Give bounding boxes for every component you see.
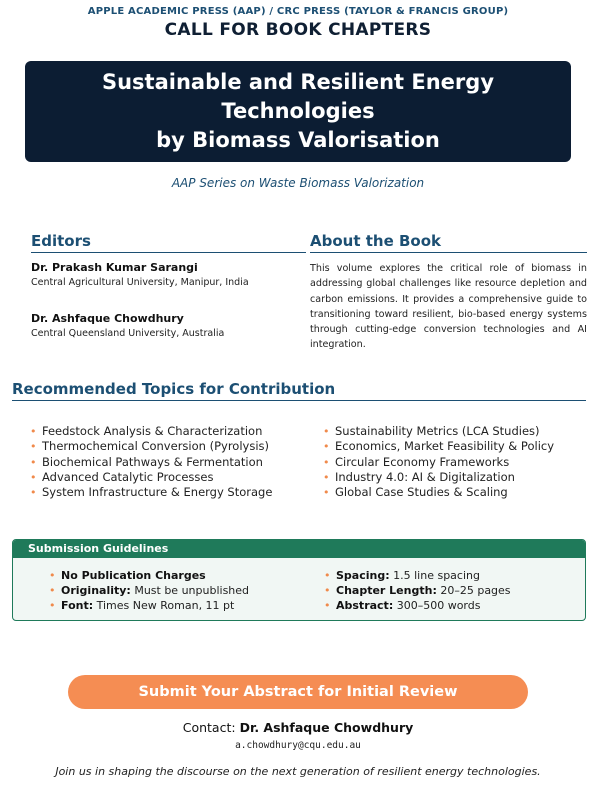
- series-name: AAP Series on Waste Biomass Valorization: [171, 176, 425, 190]
- list-item: • Advanced Catalytic Processes: [30, 469, 214, 484]
- guidelines-list-left: [49, 568, 249, 614]
- list-item: • Feedstock Analysis & Characterization: [30, 424, 263, 438]
- list-item: • System Infrastructure & Energy Storage: [30, 485, 273, 500]
- bullet-icon: •: [30, 455, 37, 469]
- call-heading: CALL FOR BOOK CHAPTERS: [164, 20, 432, 40]
- guidelines-heading: Submission Guidelines: [13, 540, 585, 558]
- topics-list-right: [323, 424, 554, 500]
- list-item: • Circular Economy Frameworks: [323, 454, 510, 469]
- list-item: • Thermochemical Conversion (Pyrolysis): [30, 439, 269, 454]
- bullet-icon: •: [324, 584, 331, 598]
- list-item: • Font: Times New Roman, 11 pt: [49, 599, 235, 613]
- editor-affiliation: Central Agricultural University, Manipur, India: [31, 277, 249, 288]
- topics-heading: Recommended Topics for Contribution: [12, 380, 586, 401]
- list-item: • Sustainability Metrics (LCA Studies): [323, 424, 540, 438]
- bullet-icon: •: [49, 569, 56, 582]
- bullet-icon: •: [30, 486, 37, 500]
- bullet-icon: •: [30, 440, 37, 454]
- bullet-icon: •: [323, 425, 330, 438]
- bullet-icon: •: [49, 584, 56, 598]
- list-item: • Spacing: 1.5 line spacing: [324, 569, 480, 582]
- closing-statement: Join us in shaping the discourse on the next generation of resilient energy technologies.: [55, 765, 541, 778]
- contact-line: [0, 720, 596, 735]
- list-item: • Global Case Studies & Scaling: [323, 485, 508, 500]
- list-item: • Abstract: 300–500 words: [324, 599, 481, 613]
- bullet-icon: •: [323, 440, 330, 454]
- bullet-icon: •: [49, 599, 56, 613]
- submission-guidelines-box: [12, 539, 586, 621]
- about-heading: About the Book: [310, 232, 587, 253]
- list-item: • Industry 4.0: AI & Digitalization: [323, 469, 515, 484]
- topics-list-left: [30, 424, 272, 500]
- editor-name: Dr. Ashfaque Chowdhury: [31, 312, 184, 325]
- book-title-line-3: by Biomass Valorisation: [156, 128, 440, 152]
- bullet-icon: •: [30, 470, 37, 484]
- editors-heading: Editors: [31, 232, 306, 253]
- contact-email-link[interactable]: a.chowdhury@cqu.edu.au: [235, 740, 361, 751]
- list-item: • Chapter Length: 20–25 pages: [324, 584, 511, 598]
- title-banner: [25, 61, 571, 162]
- bullet-icon: •: [324, 599, 331, 613]
- bullet-icon: •: [324, 569, 331, 582]
- book-title-line-1: Sustainable and Resilient Energy: [101, 70, 495, 94]
- contact-label: Contact:: [182, 720, 240, 735]
- list-item: • Biochemical Pathways & Fermentation: [30, 454, 263, 469]
- list-item: • No Publication Charges: [49, 569, 206, 582]
- editor-affiliation: Central Queensland University, Australia: [31, 328, 225, 339]
- guidelines-list-right: [324, 568, 511, 614]
- about-text: This volume explores the critical role of biomass in addressing global challenges like resource depletion and carbon emissions. It provides a comprehensive guide to transitioning toward resilient, bio-based energy systems through cutting-edge conversion technologies and AI integration.: [310, 263, 587, 351]
- bullet-icon: •: [323, 470, 330, 484]
- list-item: • Originality: Must be unpublished: [49, 584, 250, 598]
- book-title-line-2: Technologies: [221, 99, 375, 123]
- contact-name: Dr. Ashfaque Chowdhury: [239, 720, 414, 735]
- publisher-line: APPLE ACADEMIC PRESS (AAP) / CRC PRESS (TAYLOR & FRANCIS GROUP): [87, 6, 509, 17]
- bullet-icon: •: [323, 486, 330, 500]
- bullet-icon: •: [30, 425, 37, 438]
- submit-abstract-button[interactable]: Submit Your Abstract for Initial Review: [68, 675, 528, 709]
- list-item: • Economics, Market Feasibility & Policy: [323, 439, 555, 454]
- bullet-icon: •: [323, 455, 330, 469]
- editor-name: Dr. Prakash Kumar Sarangi: [31, 261, 198, 274]
